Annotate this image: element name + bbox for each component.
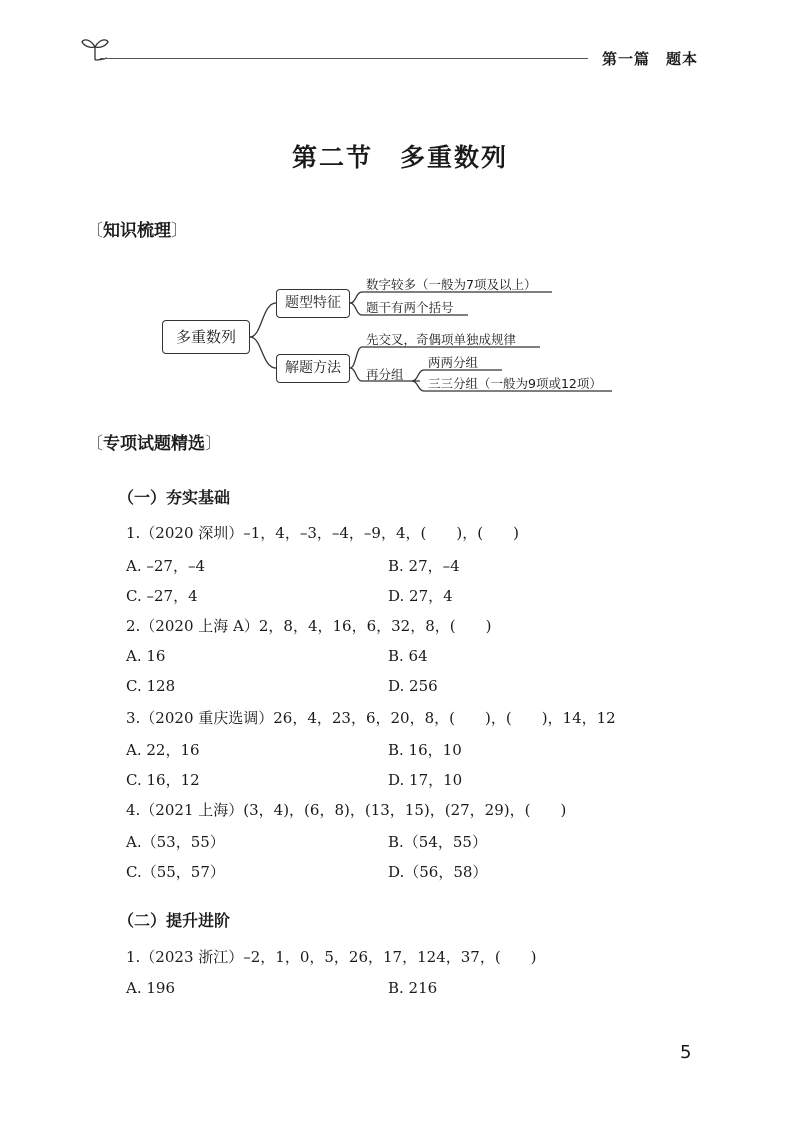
question-stem: 4.（2021 上海）(3，4)，(6，8)，(13，15)，(27，29)，( ) xyxy=(126,801,567,819)
question-stem: 1.（2023 浙江）–2，1，0，5，26，17，124，37，( ) xyxy=(126,948,537,966)
option-a: A.（53，55） xyxy=(126,833,225,851)
option-d: D.（56，58） xyxy=(388,863,488,881)
option-c: C. –27，4 xyxy=(126,587,198,605)
option-c: C. 128 xyxy=(126,677,176,695)
option-a: A. –27，–4 xyxy=(126,557,205,575)
page-number: 5 xyxy=(680,1042,692,1063)
bracket-close: 〕 xyxy=(205,434,222,454)
mind-map-leaf-regroup: 再分组 xyxy=(366,367,404,382)
mind-map-leaf: 三三分组（一般为9项或12项） xyxy=(428,376,602,391)
option-c: C. 16，12 xyxy=(126,771,200,789)
option-b: B. 16，10 xyxy=(388,741,462,759)
bracket-open: 〔 xyxy=(86,434,103,454)
mind-map-leaf: 题干有两个括号 xyxy=(366,300,454,315)
option-d: D. 17，10 xyxy=(388,771,463,789)
mind-map-branch-features: 题型特征 xyxy=(276,289,350,318)
mind-map-root: 多重数列 xyxy=(162,320,250,354)
option-b: B. 27，–4 xyxy=(388,557,460,575)
mind-map-branch-methods: 解题方法 xyxy=(276,354,350,383)
question-stem: 2.（2020 上海 A）2，8，4，16，6，32，8，( ) xyxy=(126,617,492,635)
mind-map-leaf: 先交叉，奇偶项单独成规律 xyxy=(366,332,517,347)
section-label: 专项试题精选 xyxy=(103,434,205,454)
option-a: A. 196 xyxy=(126,979,175,997)
subsection-heading: （一）夯实基础 xyxy=(118,488,231,507)
question-stem: 1.（2020 深圳）–1，4，–3，–4，–9，4，( )，( ) xyxy=(126,524,519,542)
question-stem: 3.（2020 重庆选调）26，4，23，6，20，8，( )，( )，14，12 xyxy=(126,709,616,727)
page-title: 第二节 多重数列 xyxy=(291,143,508,172)
option-a: A. 22，16 xyxy=(126,741,200,759)
section-heading-practice xyxy=(86,429,222,454)
option-b: B. 64 xyxy=(388,647,428,665)
option-d: D. 27，4 xyxy=(388,587,453,605)
bracket-open: 〔 xyxy=(86,221,103,241)
subsection-heading: （二）提升进阶 xyxy=(118,911,231,930)
option-c: C.（55，57） xyxy=(126,863,225,881)
option-d: D. 256 xyxy=(388,677,438,695)
bracket-close: 〕 xyxy=(171,221,188,241)
chapter-label: 第一篇 题本 xyxy=(602,50,699,68)
section-label: 知识梳理 xyxy=(103,221,171,241)
option-b: B. 216 xyxy=(388,979,438,997)
option-a: A. 16 xyxy=(126,647,166,665)
mind-map-leaf: 数字较多（一般为7项及以上） xyxy=(366,277,537,292)
option-b: B.（54，55） xyxy=(388,833,487,851)
mind-map-leaf: 两两分组 xyxy=(428,355,479,370)
